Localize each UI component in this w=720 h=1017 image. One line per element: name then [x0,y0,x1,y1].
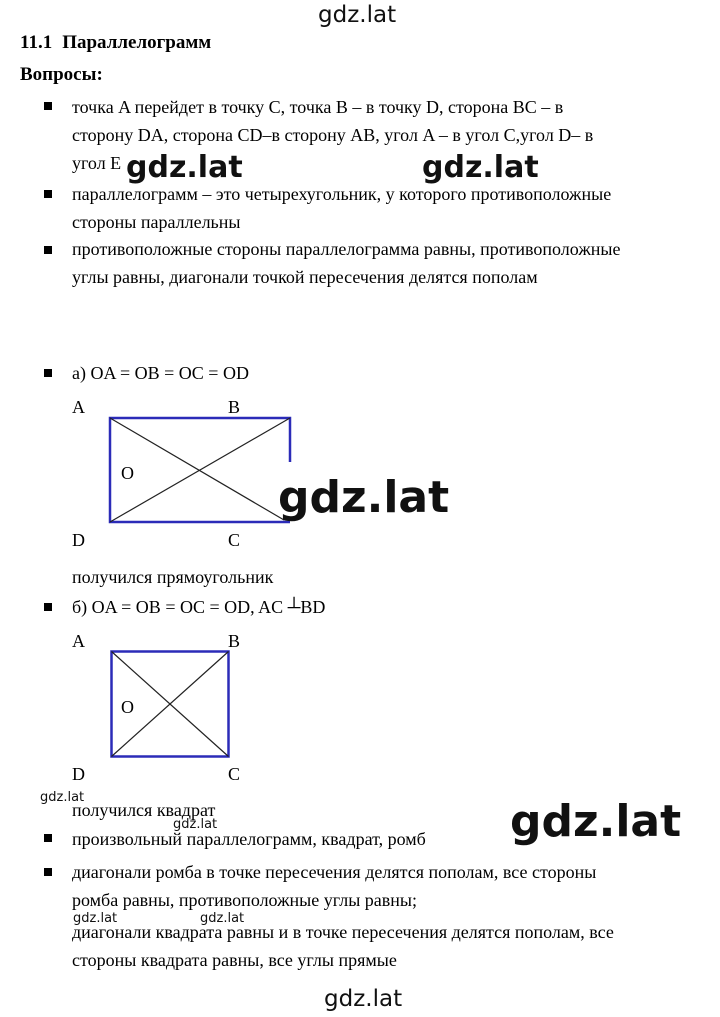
watermark-bottom: gdz.lat [324,986,403,1012]
text-line: угол E [72,153,122,173]
text-line: диагонали ромба в точке пересечения делятся пополам, все стороны [72,862,597,882]
text-line: противоположные стороны параллелограмма равны, противоположные [72,239,621,259]
answer-item-6 [72,858,596,914]
bullet-marker [44,246,52,254]
answer-item-6-continued [72,918,614,974]
questions-heading: Вопросы: [20,64,103,85]
figure-caption-square: получился квадрат [72,800,216,820]
center-label-o: O [121,463,134,483]
watermark-large: gdz.lat [510,796,682,847]
bullet-marker [44,369,52,377]
vertex-label-a: A [72,631,85,651]
bullet-marker [44,868,52,876]
bullet-marker [44,190,52,198]
vertex-label-c: C [228,764,241,784]
text-line: точка A перейдет в точку C, точка B – в точку D, сторона BC – в [72,97,564,117]
watermark-large: gdz.lat [126,150,243,185]
text-line: ромба равны, противоположные углы равны; [72,890,418,910]
vertex-label-a: A [72,397,85,417]
vertex-label-d: D [72,764,85,784]
watermark-small: gdz.lat [173,817,218,832]
section-title: Параллелограмм [62,32,212,53]
text-line: стороны квадрата равны, все углы прямые [72,950,397,970]
figure-caption-rectangle: получился прямоугольник [72,567,274,587]
answer-item-5: произвольный параллелограмм, квадрат, ромб [72,829,426,849]
watermark-large: gdz.lat [422,150,539,185]
center-label-o: O [121,697,134,717]
text-line: параллелограмм – это четырехугольник, у которого противоположные [72,184,612,204]
section-number: 11.1 [20,32,53,53]
text-line: сторону DA, сторона CD–в сторону AB, угол A – в угол C,угол D– в [72,125,594,145]
rectangle-figure [108,416,294,524]
bullet-marker [44,603,52,611]
vertex-label-d: D [72,530,85,550]
section-heading [20,32,211,54]
vertex-label-b: B [228,397,241,417]
vertex-label-b: B [228,631,241,651]
watermark-small: gdz.lat [40,790,85,805]
watermark-small: gdz.lat [73,911,118,926]
text-line: стороны параллельны [72,212,241,232]
answer-item-4b: б) OA = OB = OC = OD, AC ┴BD [72,597,326,617]
vertex-label-c: C [228,530,241,550]
text-line: диагонали квадрата равны и в точке пересечения делятся пополам, все [72,922,614,942]
bullet-marker [44,834,52,842]
text-line: углы равны, диагонали точкой пересечения делятся пополам [72,267,538,287]
answer-item-3 [72,235,621,291]
answer-item-2 [72,180,611,236]
diagonal-ac [110,418,284,520]
square-figure [110,650,230,758]
watermark-small: gdz.lat [200,911,245,926]
watermark-top: gdz.lat [318,2,397,28]
answer-item-4a: а) OA = OB = OC = OD [72,363,249,383]
bullet-marker [44,102,52,110]
watermark-large: gdz.lat [278,472,450,523]
